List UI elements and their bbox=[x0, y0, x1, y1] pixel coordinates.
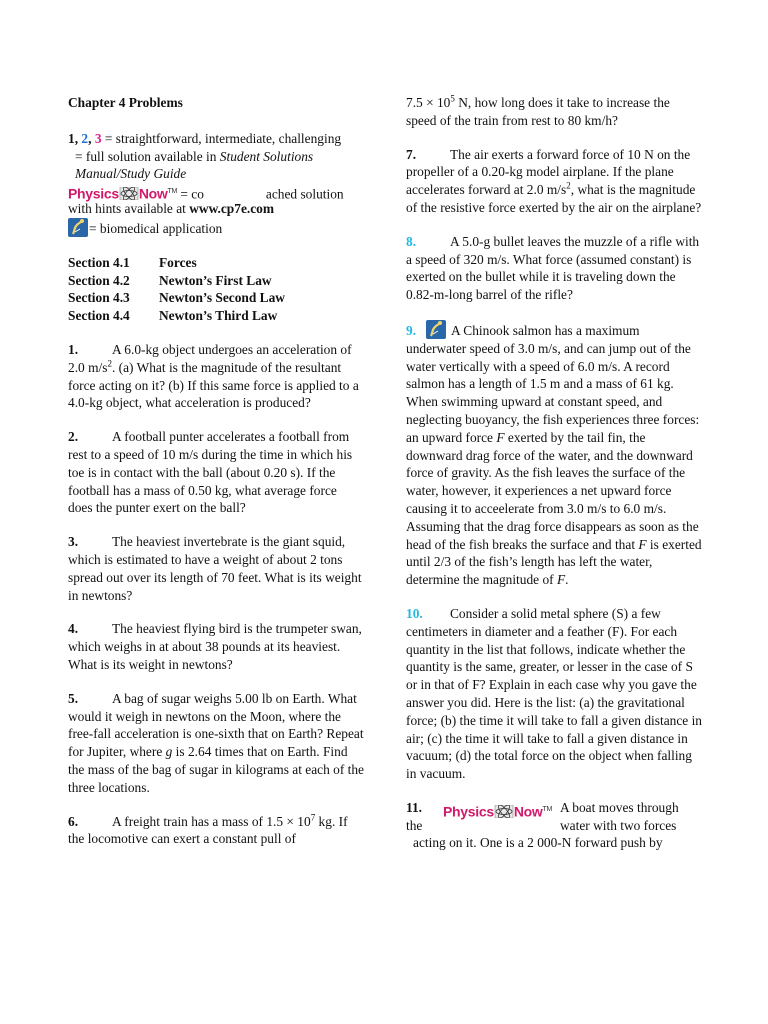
problem-5: 5. A bag of sugar weighs 5.00 lb on Earth. What would it weigh in newtons on the Moon, where the free-fall acceleration is one-sixth that on Earth? Repeat for Jupiter, where g is 2.64 times that on Earth. Find the mass of the bag of sugar in kilograms at each of the three locations. bbox=[68, 690, 364, 795]
section-row: Section 4.4 Newton’s Third Law bbox=[68, 308, 278, 324]
problem-11-number: 11. bbox=[406, 799, 422, 815]
problem-7: 7. The air exerts a forward force of 10 N on the propeller of a 0.20-kg model airplane. If the plane accelerates forward at 2.0 $m/s^2$, what is the magnitude of the resistive force exerted by the air on the airplane? bbox=[406, 146, 702, 215]
legend-coached-text-b: ached solution bbox=[265, 186, 344, 202]
problem-8: 8. A 5.0-g bullet leaves the muzzle of a rifle with a speed of 320 m/s. What force (assumed constant) is exerted on the bullet while it is traveling down the 0.82-m-long barrel of the rifle? bbox=[406, 233, 700, 303]
physics-now-logo-word: Now bbox=[138, 185, 168, 202]
biomedical-icon bbox=[426, 320, 446, 339]
legend-biomedical-text: = biomedical application bbox=[89, 220, 223, 236]
legend-hints-text: with hints available at bbox=[68, 201, 190, 217]
atom-icon bbox=[494, 805, 514, 818]
problem-2: 2. A football punter accelerates a football from rest to a speed of 10 m/s during the time in which his toe is in contact with the ball (about 0.20 s). If the football has a mass of 0.50 kg, what average force does the punter exert on the ball? bbox=[68, 429, 353, 516]
legend-book-title: Student Solutions Manual/Study Guide bbox=[75, 148, 314, 182]
section-row: Section 4.1 Forces bbox=[68, 254, 197, 270]
legend-full-solution-text: = full solution available in bbox=[75, 148, 220, 164]
physics-now-logo-text: Physics bbox=[68, 185, 119, 202]
problem-11: 11. the Physics Now™ A boat moves through water with two forces acting on it. One is a 2 000-N forward push by bbox=[406, 799, 679, 851]
section-row: Section 4.2 Newton’s First Law bbox=[68, 272, 272, 288]
legend-url: www.cp7e.com bbox=[189, 201, 275, 217]
problem-10: 10. Consider a solid metal sphere (S) a few centimeters in diameter and a feather (F). For each quantity in the list that follows, indicate whether the quantity is the same, greater, or lesser in the case of S or in that of F? Explain in each case why you gave the answer you did. Here is the list: (a) the gravitational force; (b) the time it will take to fall a given distance in air; (c) the time it will take to fall a given distance in vacuum; (d) the total force on the object when falling in vacuum. bbox=[406, 605, 702, 782]
problem-6-continued: $7.5 \times 10^5$ N, how long does it take to increase the speed of the train from rest to 80 km/h? bbox=[406, 93, 670, 128]
legend: 1, 2, 3 = straightforward, intermediate, challenging = full solution available in Student Solutions Manual/Study Guide Physics Now™ = co ached solution with hints available at www.cp7e.com = biomedical application bbox=[68, 130, 344, 236]
section-row: Section 4.3 Newton’s Second Law bbox=[68, 290, 285, 306]
problem-4: 4. The heaviest flying bird is the trumpeter swan, which weighs in at about 38 pounds at its heaviest. What is its weight in newtons? bbox=[68, 621, 362, 672]
physics-now-logo: Physics Now™ bbox=[68, 185, 177, 202]
legend-difficulty-text: = straightforward, intermediate, challenging bbox=[101, 130, 342, 146]
legend-level-3: 3 bbox=[94, 130, 102, 146]
physics-now-logo: Physics Now™ bbox=[443, 803, 552, 820]
problem-3: 3. The heaviest invertebrate is the giant squid, which is estimated to have a weight of about 2 tons spread out over its length of 70 feet. What is its weight in newtons? bbox=[68, 534, 362, 603]
problem-9: 9. A Chinook salmon has a maximum underwater speed of 3.0 m/s, and can jump out of the water vertically with a speed of 6.0 m/s. A record salmon has a length of 1.5 m and a mass of 61 kg. When swimming upward at constant speed, and neglecting buoyancy, the fish experiences three forces: an upward force F exerted by the tail fin, the downward drag force of the water, and the downward force of gravity. As the fish leaves the surface of the water, however, it experiences a net upward force causing it to acceelerate from 3.0 m/s to 6.0 m/s. Assuming that the drag force disappears as soon as the head of the fish breaks the surface and that F is exerted until 2/3 of the fish’s length has left the water, determine the magnitude of F. bbox=[406, 320, 702, 589]
atom-icon bbox=[119, 187, 139, 200]
legend-coached-text-a: = co bbox=[180, 186, 204, 202]
left-column bbox=[68, 94, 364, 864]
problem-6: 6. A freight train has a mass of $1.5 \times 10^7$ kg. If the locomotive can exert a constant pull of bbox=[68, 812, 348, 847]
legend-level-2: 2 bbox=[81, 130, 89, 146]
biomedical-icon bbox=[68, 218, 88, 237]
legend-level-1: 1 bbox=[68, 130, 75, 146]
chapter-title: Chapter 4 Problems bbox=[68, 95, 183, 110]
section-list bbox=[68, 254, 364, 325]
problem-1: 1. A 6.0-kg object undergoes an acceleration of 2.0 $m/s^2$. (a) What is the magnitude of the resultant force acting on it? (b) If this same force is applied to a 4.0-kg object, what acceleration is produced? bbox=[68, 341, 359, 411]
right-column bbox=[406, 94, 702, 852]
